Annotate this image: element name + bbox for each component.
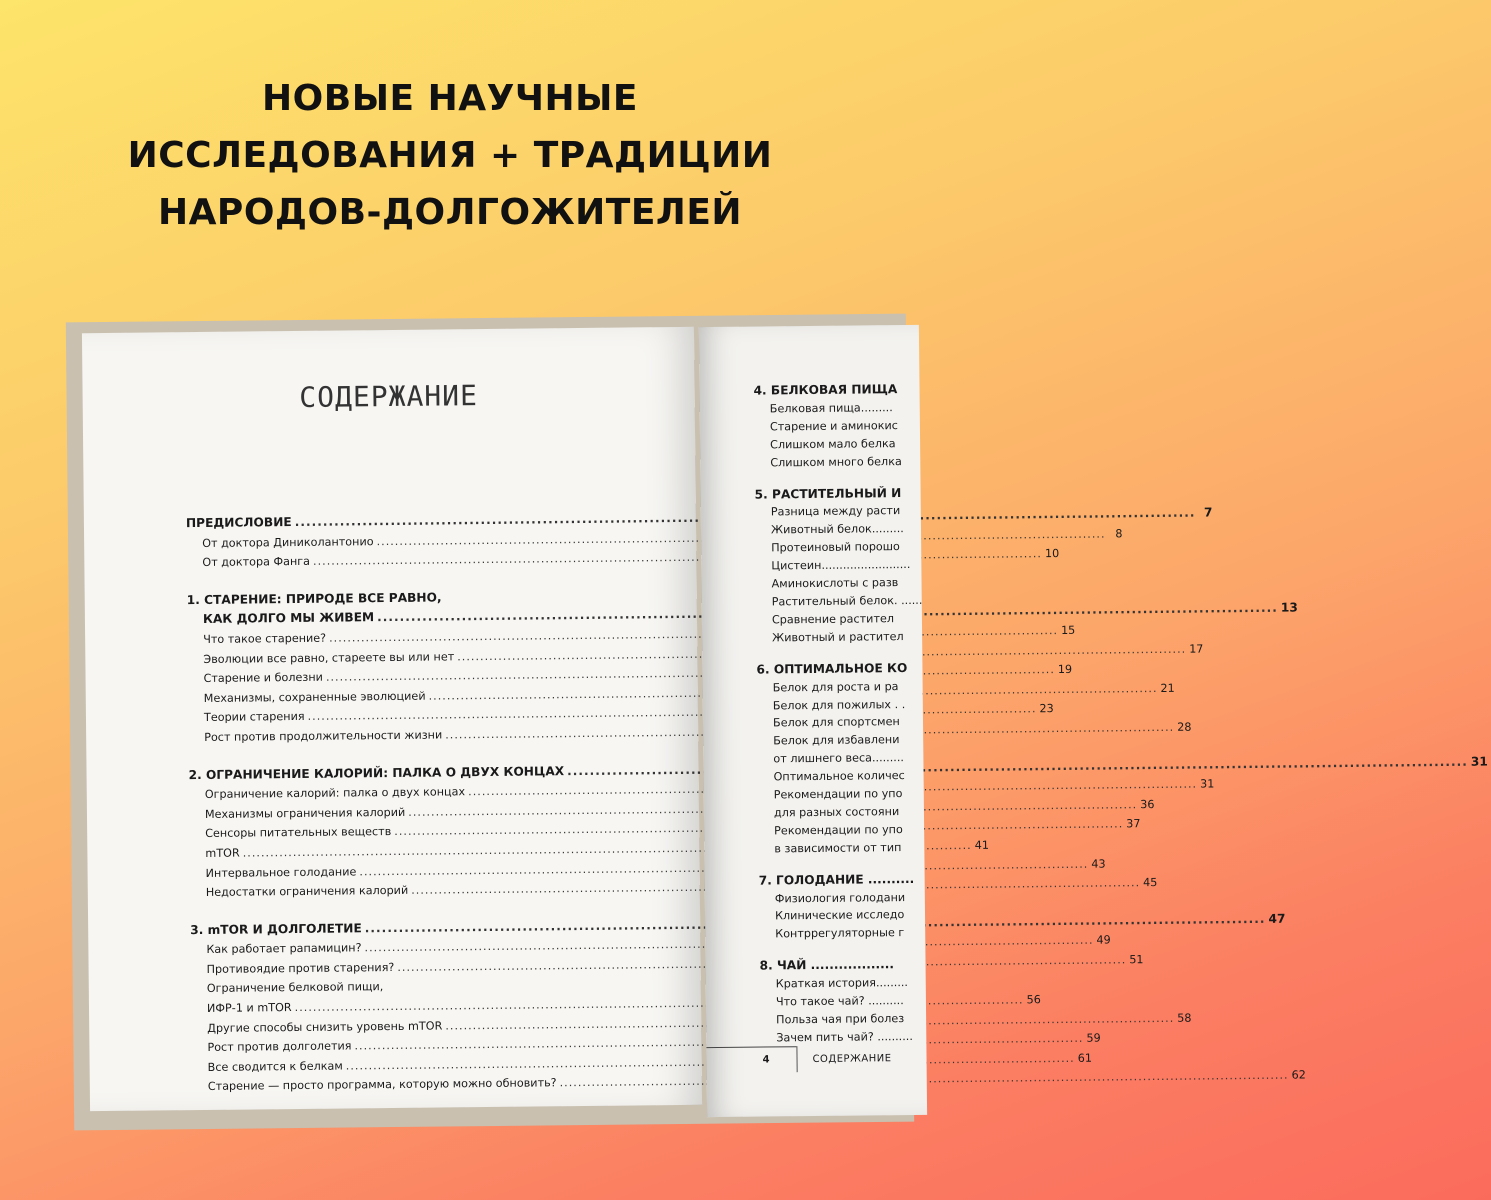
toc-item-label: Рост против продолжительности жизни <box>204 728 443 744</box>
toc-page-number: 51 <box>1129 953 1144 967</box>
toc-chapter-label: ПРЕДИСЛОВИЕ <box>185 515 292 531</box>
toc-chapter-1-line-1: 1. СТАРЕНИЕ: ПРИРОДЕ ВСЕ РАВНО, <box>186 590 442 607</box>
toc-item: Физиология голодани <box>774 890 906 905</box>
toc-item-label: Эволюции все равно, стареете вы или нет <box>203 649 455 666</box>
toc-page-number: 41 <box>974 838 989 852</box>
footer-rule <box>706 1046 796 1048</box>
toc-item-label: Сенсоры питательных веществ <box>205 825 392 841</box>
toc-item: Контррегуляторные г <box>775 926 905 941</box>
toc-page-number: 58 <box>1177 1011 1192 1025</box>
toc-page-number: 28 <box>1177 720 1192 734</box>
headline <box>0 70 900 241</box>
toc-page-number: 49 <box>1096 933 1111 947</box>
toc-page-number: 37 <box>1126 817 1141 831</box>
toc-item: Польза чая при болез <box>776 1012 905 1027</box>
toc-item: Цистеин......................... <box>771 558 911 573</box>
toc-page-number: 7 <box>1203 505 1213 520</box>
toc-chapter-5: 5. РАСТИТЕЛЬНЫЙ И <box>754 485 902 502</box>
toc-page-number: 19 <box>1057 663 1073 677</box>
toc-chapter-7: 7. ГОЛОДАНИЕ .......... <box>758 871 915 888</box>
toc-item: Что такое чай? .......... <box>775 994 904 1009</box>
toc-item: Растительный белок. ...... <box>771 593 923 609</box>
toc-item: Животный и растител <box>772 629 904 645</box>
toc-page-number: 61 <box>1077 1051 1093 1065</box>
toc-chapter-label: 3. mTOR И ДОЛГОЛЕТИЕ <box>190 921 362 937</box>
toc-item-label: Теории старения <box>203 710 305 725</box>
toc-item: Клинические исследо <box>774 908 905 923</box>
toc-item <box>192 1068 1306 1097</box>
page-number: 4 <box>762 1054 770 1066</box>
toc-item: Зачем пить чай? .......... <box>776 1029 913 1045</box>
toc-item-multiline-first: Ограничение белковой пищи, <box>206 980 384 996</box>
toc-item: в зависимости от тип <box>774 840 902 856</box>
toc-item: для разных состояни <box>773 805 900 820</box>
toc-item-label: mTOR <box>205 846 240 860</box>
toc-chapter-label: КАК ДОЛГО МЫ ЖИВЕМ <box>202 610 375 627</box>
right-toc-list <box>753 380 1020 1047</box>
toc-page-number: 36 <box>1140 797 1155 811</box>
toc-item: Краткая история......... <box>775 976 909 991</box>
toc-item: Рекомендации по упо <box>773 787 903 802</box>
toc-item-label: От доктора Фанга <box>202 555 311 570</box>
headline-line-1: НОВЫЕ НАУЧНЫЕ <box>262 78 638 119</box>
toc-item: Рекомендации по упо <box>774 822 903 838</box>
right-page <box>699 325 927 1117</box>
toc-item: Оптимальное количес <box>773 769 905 784</box>
toc-item-label: Как работает рапамицин? <box>206 941 362 957</box>
toc-item: Животный белок......... <box>770 522 904 537</box>
toc-item-label: Рост против долголетия <box>207 1039 352 1055</box>
footer-divider <box>796 1046 797 1072</box>
toc-chapter-4: 4. БЕЛКОВАЯ ПИЩА <box>753 382 898 398</box>
toc-item-label: Механизмы, сохраненные эволюцией <box>203 689 426 705</box>
toc-item: Сравнение растител <box>771 612 895 627</box>
toc-item-label: Что такое старение? <box>203 631 327 646</box>
toc-item-label: Механизмы ограничения калорий <box>204 805 406 821</box>
running-footer: СОДЕРЖАНИЕ <box>812 1053 892 1066</box>
toc-item-label: Противоядие против старения? <box>206 960 395 976</box>
toc-page-number: 47 <box>1268 911 1286 926</box>
toc-item: Белок для спортсмен <box>772 715 900 730</box>
toc-page-number: 45 <box>1143 876 1158 890</box>
toc-item: Белок для избавлени <box>773 733 900 748</box>
toc-page-number: 13 <box>1280 600 1298 616</box>
toc-item-label: Старение и болезни <box>203 670 323 686</box>
toc-page-number: 56 <box>1026 993 1041 1007</box>
toc-item: Белок для пожилых . . <box>772 697 906 712</box>
toc-item-label: Другие способы снизить уровень mTOR <box>207 1019 443 1035</box>
toc-item: Старение и аминокис <box>769 418 898 434</box>
toc-item-label: От доктора Диниколантонио <box>202 534 374 550</box>
toc-title: СОДЕРЖАНИЕ <box>299 379 479 414</box>
toc-item: Протеиновый порошо <box>771 540 900 555</box>
toc-item: Слишком много белка <box>770 454 902 470</box>
toc-item: от лишнего веса......... <box>773 751 905 766</box>
toc-item-label: Все сводится к белкам <box>207 1059 343 1074</box>
toc-item-label: Интервальное голодание <box>205 864 357 880</box>
toc-page-number: 31 <box>1470 754 1488 769</box>
toc-page-number: 43 <box>1091 857 1106 871</box>
toc-item: Белковая пища......... <box>769 401 893 416</box>
toc-page-number: 23 <box>1039 702 1054 716</box>
headline-line-2: ИССЛЕДОВАНИЯ + ТРАДИЦИИ <box>127 135 773 176</box>
toc-page-number: 59 <box>1086 1031 1101 1045</box>
toc-item: Разница между расти <box>770 504 901 519</box>
toc-page-number: 31 <box>1200 777 1215 791</box>
toc-chapter-label: 2. ОГРАНИЧЕНИЕ КАЛОРИЙ: ПАЛКА О ДВУХ КОНЦАХ <box>188 763 565 782</box>
toc-item: Аминокислоты с разв <box>771 576 899 591</box>
toc-item-label: Ограничение калорий: палка о двух концах <box>204 785 466 802</box>
toc-page-number: 10 <box>1044 547 1060 561</box>
toc-item-label: Недостатки ограничения калорий <box>205 883 409 900</box>
toc-page-number: 17 <box>1189 642 1204 656</box>
toc-page-number: 15 <box>1060 623 1076 637</box>
toc-chapter-6: 6. ОПТИМАЛЬНОЕ КО <box>756 660 908 677</box>
toc-page-number: 21 <box>1160 681 1175 695</box>
toc-item: Белок для роста и ра <box>772 679 899 695</box>
toc-chapter-8: 8. ЧАЙ .................. <box>759 957 895 973</box>
toc-page-number: 62 <box>1291 1068 1306 1083</box>
headline-line-3: НАРОДОВ-ДОЛГОЖИТЕЛЕЙ <box>157 192 743 233</box>
toc-item: Слишком мало белка <box>770 436 896 452</box>
toc-item-label: ИФР-1 и mTOR <box>206 1001 292 1016</box>
toc-page-number: 8 <box>1115 526 1123 541</box>
toc-item-label: Старение — просто программа, которую можно обновить? <box>207 1076 557 1094</box>
